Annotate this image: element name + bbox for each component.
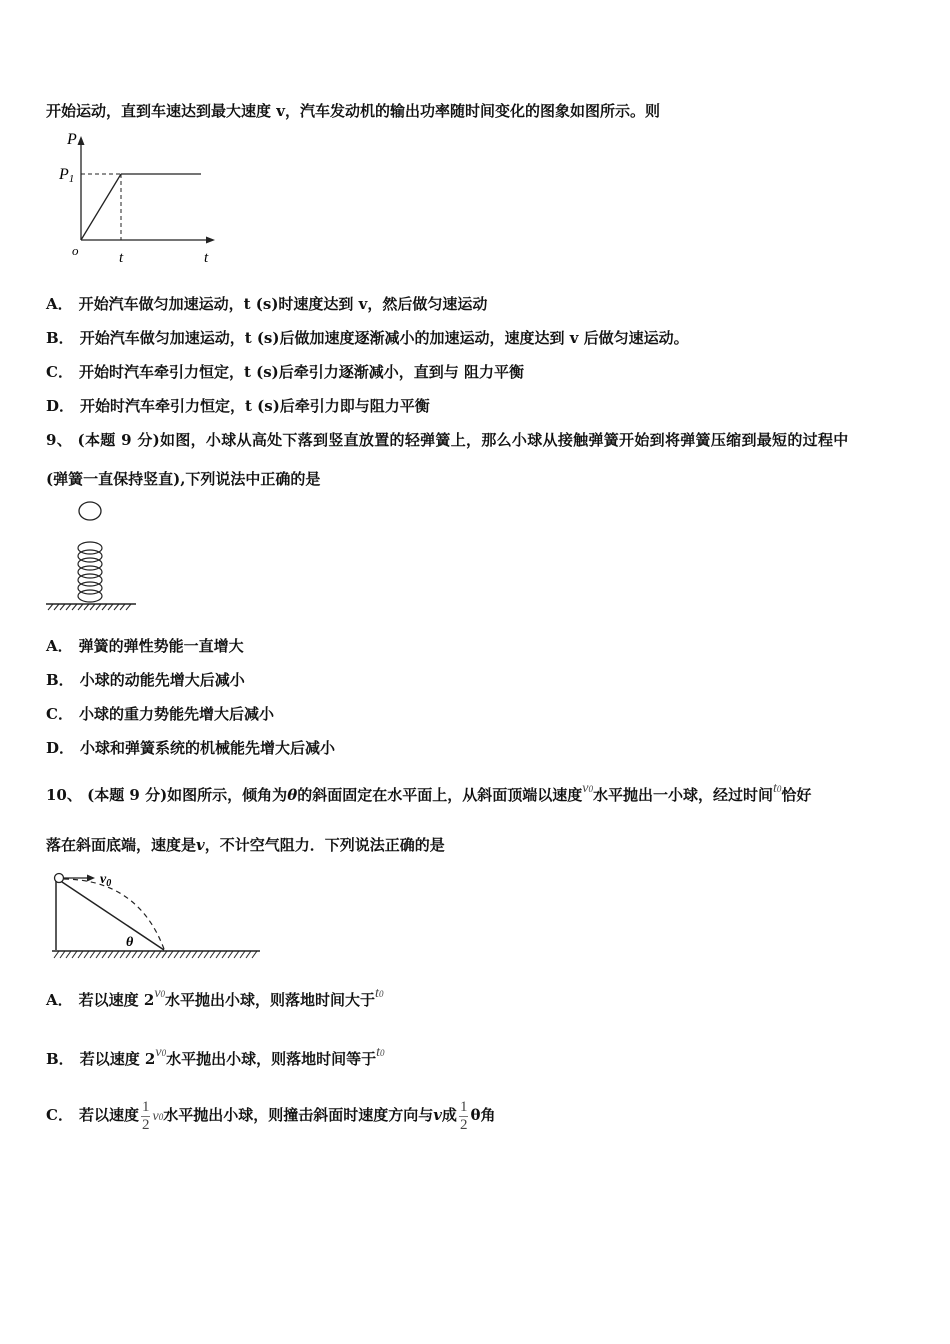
q9-option-c: C． 小球的重力势能先增大后减小 bbox=[46, 705, 274, 723]
q8-option-c: C． 开始时汽车牵引力恒定，t (s)后牵引力逐渐减小，直到与 阻力平衡 bbox=[46, 363, 524, 381]
fig-theta-label: θ bbox=[126, 935, 134, 950]
x-arrow-icon bbox=[206, 237, 215, 244]
q9-option-d: D． 小球和弹簧系统的机械能先增大后减小 bbox=[46, 739, 336, 757]
q9-option-b: B． 小球的动能先增大后减小 bbox=[46, 671, 245, 689]
projectile-ball-icon bbox=[55, 874, 64, 883]
q9-stem-line1: 9、 (本题 9 分)如图，小球从高处下落到竖直放置的轻弹簧上，那么小球从接触弹簧开始到将弹簧压缩到最短的过程中 bbox=[46, 431, 849, 449]
intro-text: 开始运动，直到车速达到最大速度 v，汽车发动机的输出功率随时间变化的图象如图所示。则 bbox=[46, 102, 660, 120]
incline-figure bbox=[48, 866, 264, 964]
q8-option-d: D． 开始时汽车牵引力恒定，t (s)后牵引力即与阻力平衡 bbox=[46, 397, 430, 415]
trajectory-path bbox=[64, 879, 164, 949]
t0-symbol: t0 bbox=[772, 781, 782, 796]
half-fraction-theta: $\frac{1}{2}$ bbox=[459, 1098, 468, 1133]
origin-label: o bbox=[72, 243, 79, 258]
spring-figure bbox=[44, 498, 140, 616]
q10-option-b: B． 若以速度 2v0水平抛出小球，则落地时间等于t0 bbox=[46, 1045, 385, 1068]
velocity-arrow-icon bbox=[87, 875, 95, 882]
ball-icon bbox=[79, 502, 101, 520]
q10-option-c: C． 若以速度 $\frac{1}{2}$ v0水平抛出小球，则撞击斜面时速度方向与v成 $\frac{1}{2}$ θ角 bbox=[46, 1098, 496, 1133]
q8-option-a: A． 开始汽车做匀加速运动，t (s)时速度达到 v，然后做匀速运动 bbox=[46, 295, 488, 313]
q9-option-a: A． 弹簧的弹性势能一直增大 bbox=[46, 637, 244, 655]
power-time-graph bbox=[55, 128, 225, 268]
t-mark-label: t bbox=[119, 250, 124, 266]
ground-hatch bbox=[48, 604, 131, 610]
q9-stem-line2: (弹簧一直保持竖直),下列说法中正确的是 bbox=[46, 470, 321, 488]
v0-symbol: v0 bbox=[582, 781, 593, 796]
q8-option-b: B． 开始汽车做匀加速运动，t (s)后做加速度逐渐减小的加速运动，速度达到 v 后做匀速运动。 bbox=[46, 329, 689, 347]
half-fraction: $\frac{1}{2}$ bbox=[141, 1098, 150, 1133]
q10-option-a: A． 若以速度 2v0水平抛出小球，则落地时间大于t0 bbox=[46, 986, 384, 1009]
spring-coil-icon bbox=[78, 542, 102, 602]
p1-label: P1 bbox=[59, 166, 75, 185]
y-arrow-icon bbox=[78, 136, 85, 145]
x-axis-label: t bbox=[204, 250, 209, 266]
y-axis-label: P bbox=[67, 131, 77, 148]
q10-stem-line1: 10、 (本题 9 分)如图所示，倾角为θ的斜面固定在水平面上，从斜面顶端以速度v0水平抛出一小球，经过时间t0恰好 bbox=[46, 781, 812, 804]
fig-v0-label: $v_0$ bbox=[100, 872, 112, 889]
ramp-line bbox=[81, 174, 121, 240]
floor-hatch bbox=[54, 951, 257, 958]
q10-stem-line2: 落在斜面底端，速度是v，不计空气阻力．下列说法正确的是 bbox=[46, 836, 445, 854]
